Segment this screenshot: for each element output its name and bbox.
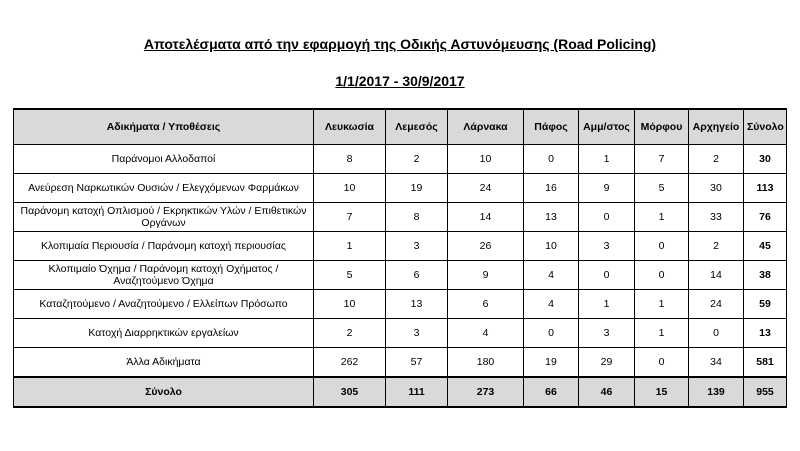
count-cell: 13 <box>524 203 579 232</box>
column-header: Πάφος <box>524 109 579 145</box>
count-cell: 0 <box>635 261 689 290</box>
count-cell: 3 <box>386 319 448 348</box>
column-total-cell: 955 <box>744 377 787 407</box>
count-cell: 1 <box>635 290 689 319</box>
totals-row <box>14 377 787 407</box>
column-total-cell: 273 <box>448 377 524 407</box>
count-cell: 4 <box>524 290 579 319</box>
column-header: Αμμ/στος <box>579 109 635 145</box>
count-cell: 14 <box>448 203 524 232</box>
count-cell: 1 <box>314 232 386 261</box>
period-subtitle: 1/1/2017 - 30/9/2017 <box>335 73 465 89</box>
count-cell: 3 <box>579 232 635 261</box>
table-row <box>14 348 787 378</box>
count-cell: 57 <box>386 348 448 378</box>
count-cell: 0 <box>524 145 579 174</box>
count-cell: 19 <box>524 348 579 378</box>
row-total-cell: 59 <box>744 290 787 319</box>
row-total-cell: 45 <box>744 232 787 261</box>
column-total-cell: 139 <box>689 377 744 407</box>
count-cell: 19 <box>386 174 448 203</box>
count-cell: 24 <box>448 174 524 203</box>
offense-label: Άλλα Αδικήματα <box>14 348 314 378</box>
count-cell: 5 <box>635 174 689 203</box>
column-total-cell: 111 <box>386 377 448 407</box>
count-cell: 10 <box>314 290 386 319</box>
column-total-cell: 46 <box>579 377 635 407</box>
offense-label: Ανεύρεση Ναρκωτικών Ουσιών / Ελεγχόμενων Φαρμάκων <box>14 174 314 203</box>
offense-label: Παράνομη κατοχή Οπλισμού / Εκρηκτικών Υλών / Επιθετικών Οργάνων <box>14 203 314 232</box>
count-cell: 0 <box>635 232 689 261</box>
column-header: Λάρνακα <box>448 109 524 145</box>
table-row <box>14 203 787 232</box>
count-cell: 10 <box>314 174 386 203</box>
column-header: Σύνολο <box>744 109 787 145</box>
count-cell: 1 <box>635 319 689 348</box>
count-cell: 2 <box>689 232 744 261</box>
count-cell: 3 <box>579 319 635 348</box>
count-cell: 5 <box>314 261 386 290</box>
row-total-cell: 113 <box>744 174 787 203</box>
count-cell: 14 <box>689 261 744 290</box>
table-row <box>14 174 787 203</box>
count-cell: 30 <box>689 174 744 203</box>
column-header: Λευκωσία <box>314 109 386 145</box>
column-header: Αρχηγείο <box>689 109 744 145</box>
table-row <box>14 261 787 290</box>
count-cell: 4 <box>524 261 579 290</box>
count-cell: 1 <box>579 145 635 174</box>
column-header: Μόρφου <box>635 109 689 145</box>
count-cell: 16 <box>524 174 579 203</box>
count-cell: 2 <box>314 319 386 348</box>
offense-label: Κατοχή Διαρρηκτικών εργαλείων <box>14 319 314 348</box>
column-header: Λεμεσός <box>386 109 448 145</box>
row-total-cell: 581 <box>744 348 787 378</box>
table-row <box>14 290 787 319</box>
count-cell: 6 <box>386 261 448 290</box>
count-cell: 1 <box>579 290 635 319</box>
count-cell: 6 <box>448 290 524 319</box>
count-cell: 7 <box>635 145 689 174</box>
row-total-cell: 13 <box>744 319 787 348</box>
count-cell: 262 <box>314 348 386 378</box>
count-cell: 7 <box>314 203 386 232</box>
count-cell: 34 <box>689 348 744 378</box>
offense-label: Κλοπιμαίο Όχημα / Παράνομη κατοχή Οχήματος / Αναζητούμενο Όχημα <box>14 261 314 290</box>
count-cell: 13 <box>386 290 448 319</box>
count-cell: 0 <box>635 348 689 378</box>
page-title: Αποτελέσματα από την εφαρμογή της Οδικής Αστυνόμευσης (Road Policing) <box>143 36 657 52</box>
row-total-cell: 38 <box>744 261 787 290</box>
row-total-cell: 30 <box>744 145 787 174</box>
column-total-cell: 305 <box>314 377 386 407</box>
count-cell: 24 <box>689 290 744 319</box>
table-row <box>14 145 787 174</box>
row-total-cell: 76 <box>744 203 787 232</box>
count-cell: 2 <box>689 145 744 174</box>
column-header-offenses: Αδικήματα / Υποθέσεις <box>14 109 314 145</box>
offense-label: Παράνομοι Αλλοδαποί <box>14 145 314 174</box>
column-total-cell: 66 <box>524 377 579 407</box>
table-row <box>14 319 787 348</box>
count-cell: 180 <box>448 348 524 378</box>
count-cell: 10 <box>448 145 524 174</box>
count-cell: 3 <box>386 232 448 261</box>
count-cell: 8 <box>314 145 386 174</box>
count-cell: 9 <box>448 261 524 290</box>
count-cell: 0 <box>579 203 635 232</box>
count-cell: 2 <box>386 145 448 174</box>
count-cell: 0 <box>524 319 579 348</box>
totals-label: Σύνολο <box>14 377 314 407</box>
column-total-cell: 15 <box>635 377 689 407</box>
count-cell: 0 <box>689 319 744 348</box>
count-cell: 33 <box>689 203 744 232</box>
count-cell: 1 <box>635 203 689 232</box>
table-row <box>14 232 787 261</box>
offense-label: Καταζητούμενο / Αναζητούμενο / Ελλείπων Πρόσωπο <box>14 290 314 319</box>
offense-label: Κλοπιμαία Περιουσία / Παράνομη κατοχή περιουσίας <box>14 232 314 261</box>
count-cell: 8 <box>386 203 448 232</box>
count-cell: 26 <box>448 232 524 261</box>
count-cell: 29 <box>579 348 635 378</box>
count-cell: 9 <box>579 174 635 203</box>
count-cell: 10 <box>524 232 579 261</box>
count-cell: 4 <box>448 319 524 348</box>
results-table <box>13 108 787 408</box>
header-row <box>14 109 787 145</box>
count-cell: 0 <box>579 261 635 290</box>
